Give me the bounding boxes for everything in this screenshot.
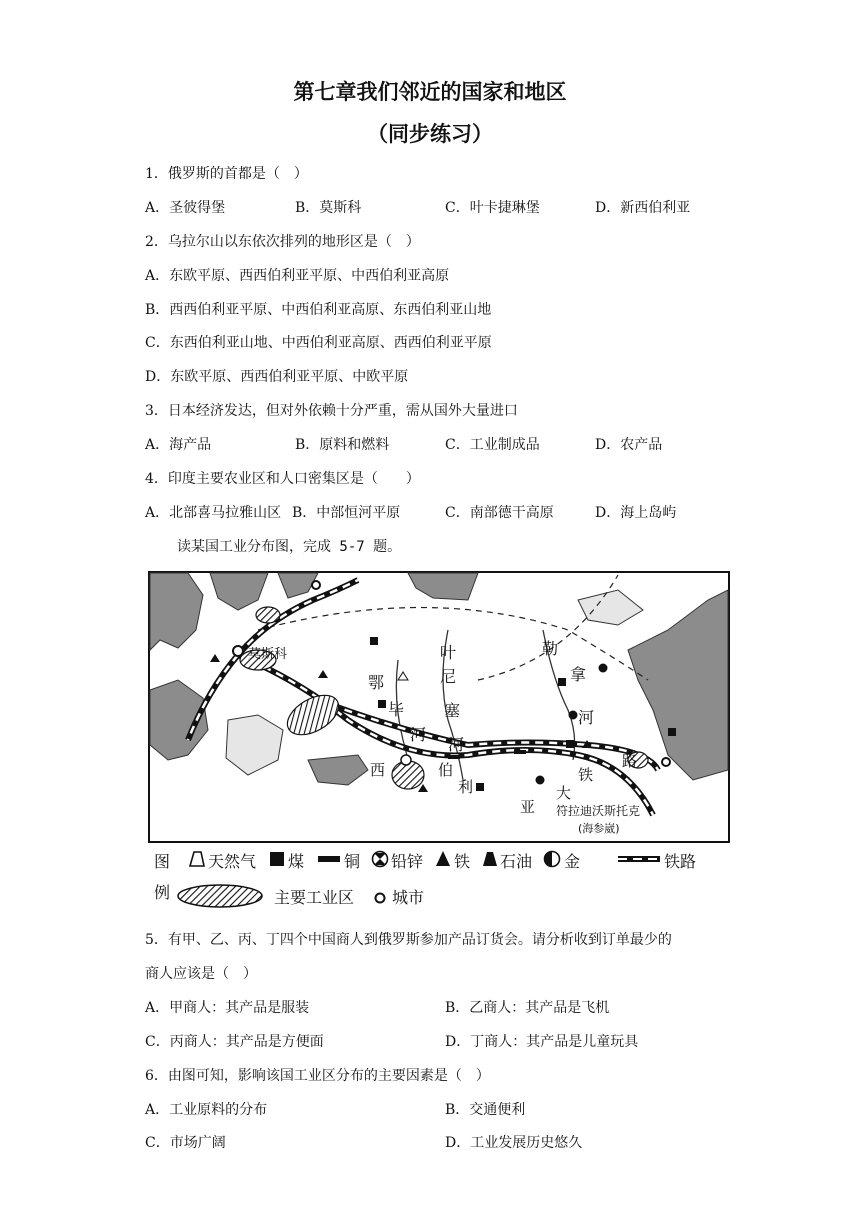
- legend-oil: 石油: [500, 852, 533, 871]
- label-siberia-6: 铁: [578, 766, 594, 784]
- label-yenisei-1: 叶: [440, 643, 457, 662]
- q4-stem: 4．印度主要农业区和人口密集区是（ ）: [145, 471, 420, 487]
- label-yenisei-2: 尼: [440, 667, 457, 686]
- label-siberia-3: 利: [458, 778, 474, 796]
- map-legend: [154, 851, 696, 907]
- legend-industry: 主要工业区: [274, 888, 355, 907]
- label-ob-3: 河: [410, 725, 427, 744]
- q6-option-d: D．工业发展历史悠久: [445, 1135, 583, 1151]
- label-ob-1: 鄂: [368, 673, 385, 692]
- q3-stem: 3．日本经济发达，但对外依赖十分严重，需从国外大量进口: [145, 403, 518, 419]
- legend-gold: 金: [564, 852, 581, 871]
- q5-option-a: A．甲商人：其产品是服装: [145, 1000, 310, 1016]
- label-moscow: 莫斯科: [248, 647, 288, 662]
- q4-option-b: B．中部恒河平原: [292, 505, 401, 521]
- label-siberia-2: 伯: [438, 761, 454, 779]
- label-ob-2: 毕: [388, 700, 405, 719]
- q1-option-d: D．新西伯利亚: [595, 200, 691, 216]
- label-lena-2: 拿: [570, 665, 587, 684]
- q1-option-a: A．圣彼得堡: [145, 200, 226, 216]
- q1-stem: 1．俄罗斯的首都是（ ）: [145, 166, 308, 182]
- label-siberia-5: 大: [556, 784, 572, 802]
- label-siberia-1: 西: [370, 761, 386, 779]
- q2-stem: 2．乌拉尔山以东依次排列的地形区是（ ）: [145, 234, 420, 250]
- iron-icon: [436, 851, 450, 866]
- legend-tu: 图: [154, 852, 171, 871]
- q3-option-c: C．工业制成品: [445, 437, 540, 453]
- label-lena-3: 河: [578, 708, 595, 727]
- q5-option-c: C．丙商人：其产品是方便面: [145, 1034, 324, 1050]
- city-icon: [376, 894, 385, 903]
- label-vladivostok-alt: (海参崴): [578, 822, 620, 835]
- copper-icon: [318, 856, 340, 862]
- label-yenisei-3: 塞: [444, 701, 461, 720]
- q5-option-d: D．丁商人：其产品是儿童玩具: [445, 1034, 639, 1050]
- lead-zinc-icon: [373, 852, 388, 867]
- q5-option-b: B．乙商人：其产品是飞机: [445, 1000, 610, 1016]
- q3-option-a: A．海产品: [145, 437, 212, 453]
- q2-option-c: C．东西伯利亚山地、中西伯利亚高原、西西伯利亚平原: [145, 335, 492, 351]
- legend-lead-zinc: 铅锌: [391, 852, 424, 871]
- industry-map: [148, 570, 730, 912]
- map-intro: 读某国工业分布图，完成 5-7 题。: [177, 539, 402, 555]
- q2-option-a: A．东欧平原、西西伯利亚平原、中西伯利亚高原: [145, 268, 450, 284]
- q2-option-b: B．西西伯利亚平原、中西伯利亚高原、东西伯利亚山地: [145, 302, 492, 318]
- q1-option-b: B．莫斯科: [295, 200, 362, 216]
- legend-coal: 煤: [288, 852, 305, 871]
- q4-option-c: C．南部德干高原: [445, 505, 554, 521]
- label-lena-1: 勒: [542, 639, 559, 658]
- q6-stem: 6．由图可知，影响该国工业区分布的主要因素是（ ）: [145, 1068, 490, 1084]
- label-vladivostok: 符拉迪沃斯托克: [556, 804, 641, 818]
- gas-icon: [190, 852, 204, 866]
- label-siberia-4: 亚: [520, 798, 536, 816]
- q4-option-a: A．北部喜马拉雅山区: [145, 505, 282, 521]
- q6-option-a: A．工业原料的分布: [145, 1102, 268, 1118]
- q6-option-c: C．市场广阔: [145, 1135, 226, 1151]
- q3-option-d: D．农产品: [595, 437, 663, 453]
- coal-icon: [270, 852, 284, 866]
- legend-gas: 天然气: [208, 852, 257, 871]
- industrial-zone-icon: [178, 885, 262, 907]
- q4-option-d: D．海上岛屿: [595, 505, 677, 521]
- q3-option-b: B．原料和燃料: [295, 437, 390, 453]
- legend-city: 城市: [392, 888, 425, 907]
- page-subtitle: （同步练习）: [367, 122, 493, 146]
- legend-copper: 铜: [344, 852, 361, 871]
- legend-li: 例: [154, 883, 171, 902]
- gold-icon: [545, 852, 560, 867]
- legend-railway: 铁路: [664, 852, 697, 871]
- oil-icon: [483, 852, 497, 866]
- page-title: 第七章我们邻近的国家和地区: [293, 80, 567, 104]
- q5-stem-line1: 5．有甲、乙、丙、丁四个中国商人到俄罗斯参加产品订货会。请分析收到订单最少的: [145, 932, 672, 948]
- q2-option-d: D．东欧平原、西西伯利亚平原、中欧平原: [145, 369, 409, 385]
- q1-option-c: C．叶卡捷琳堡: [445, 200, 540, 216]
- q6-option-b: B．交通便利: [445, 1102, 526, 1118]
- label-yenisei-4: 河: [448, 735, 465, 754]
- label-siberia-7: 路: [622, 752, 638, 770]
- q5-stem-line2: 商人应该是（ ）: [145, 966, 257, 982]
- legend-iron: 铁: [454, 852, 471, 871]
